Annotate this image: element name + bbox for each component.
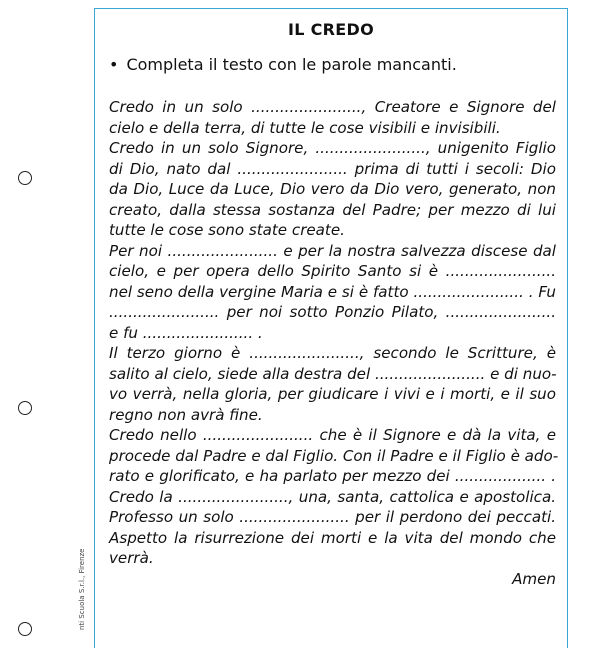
text-line: procede dal Padre e dal Figlio. Con il Padre e il Figlio è ado- <box>109 446 559 465</box>
text-line: regno non avrà fine. <box>109 405 263 424</box>
page-title: IL CREDO <box>288 20 374 39</box>
text-line: Professo un solo ....................... per il perdono dei peccati. <box>109 508 556 526</box>
text-line: da Dio, Luce da Luce, Dio vero da Dio vero, generato, non <box>109 180 556 198</box>
text-line: di Dio, nato dal ....................... prima di tutti i secoli: Dio <box>109 159 556 178</box>
text-line: Per noi ....................... e per la nostra salvezza discese dal <box>109 241 556 260</box>
text-line: e fu ....................... . <box>109 323 263 342</box>
binder-hole-middle <box>18 401 32 415</box>
text-line: cielo e della terra, di tutte le cose visibili e invisibili. <box>109 118 501 137</box>
binder-hole-bottom <box>18 622 32 636</box>
text-line: verrà. <box>109 549 154 567</box>
bullet-icon: • <box>109 55 119 74</box>
text-line: Credo in un solo ......................., Creatore e Signore del <box>109 98 556 116</box>
binder-hole-top <box>18 171 32 185</box>
side-credit: nti Scuola S.r.l., Firenze <box>78 548 86 630</box>
text-line: vo verrà, nella gloria, per giudicare i vivi e i morti, e il suo <box>109 385 556 403</box>
text-line: tutte le cose sono state create. <box>109 221 345 239</box>
text-line: cielo, e per opera dello Spirito Santo si è ....................... <box>109 262 556 280</box>
text-line: Credo la ......................., una, santa, cattolica e apostolica. <box>109 487 556 506</box>
text-line: Amen <box>512 569 556 588</box>
text-line: ....................... per noi sotto Ponzio Pilato, ....................... <box>109 303 556 321</box>
text-line: salito al cielo, siede alla destra del ....................... e di nuo- <box>109 364 557 383</box>
text-line: nel seno della vergine Maria e si è fatto ....................... . Fu <box>109 282 556 301</box>
instruction <box>109 55 457 74</box>
text-line: rato e glorificato, e ha parlato per mezzo dei ................... . <box>109 467 556 485</box>
text-line: creato, dalla stessa sostanza del Padre; per mezzo di lui <box>109 200 556 219</box>
text-line: Il terzo giorno è ......................., secondo le Scritture, è <box>109 344 556 362</box>
credo-text <box>109 97 559 589</box>
text-line: Credo nello ....................... che è il Signore e dà la vita, e <box>109 426 556 444</box>
text-line: Aspetto la risurrezione dei morti e la vita del mondo che <box>109 528 556 547</box>
worksheet-frame <box>94 8 568 648</box>
instruction-text: Completa il testo con le parole mancanti. <box>126 55 457 74</box>
text-line: Credo in un solo Signore, ......................., unigenito Figlio <box>109 139 556 157</box>
